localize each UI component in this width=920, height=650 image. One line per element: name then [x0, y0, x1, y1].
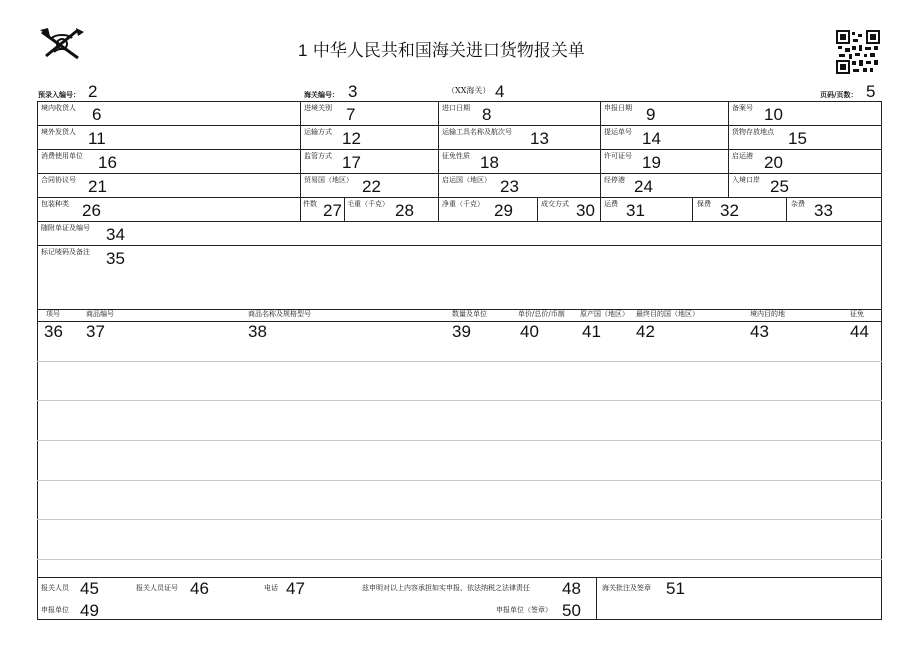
row-divider: [37, 197, 882, 198]
field-label: 运输方式: [304, 128, 332, 136]
field-number: 11: [88, 129, 106, 148]
col-divider: [300, 101, 301, 197]
col-divider: [600, 197, 601, 221]
customs-no-label: 海关编号：: [304, 90, 339, 99]
declarant-cert-label: 报关人员证号: [136, 584, 178, 592]
goods-row-line: [37, 361, 882, 362]
field-label: 启运港: [732, 152, 753, 160]
field-label: 入境口岸: [732, 176, 760, 184]
field-number: 16: [98, 153, 117, 172]
field-label: 保费: [697, 200, 711, 208]
goods-row-line: [37, 400, 882, 401]
approval-label: 海关批注及签章: [602, 584, 651, 592]
goods-col-number: 38: [248, 322, 267, 341]
goods-col-number: 44: [850, 322, 869, 341]
field-label: 消费使用单位: [41, 152, 83, 160]
field-number: 14: [642, 129, 661, 148]
declarant-number: 45: [80, 579, 99, 598]
field-label: 货物存放地点: [732, 128, 774, 136]
goods-col-label: 征免: [850, 310, 864, 318]
field-number: 9: [646, 105, 656, 124]
field-label: 件数: [303, 200, 317, 208]
attached-docs-number: 34: [106, 225, 125, 244]
field-number: 22: [362, 177, 381, 196]
preentry-number: 2: [88, 82, 98, 101]
marks-number: 35: [106, 249, 125, 268]
goods-row-line: [37, 480, 882, 481]
field-number: 21: [88, 177, 107, 196]
field-number: 17: [342, 153, 361, 172]
title-text: 中华人民共和国海关进口货物报关单: [312, 41, 585, 61]
field-label: 备案号: [732, 104, 753, 112]
field-label: 提运单号: [604, 128, 632, 136]
field-number: 15: [788, 129, 807, 148]
field-label: 申报日期: [604, 104, 632, 112]
field-number: 26: [82, 201, 101, 220]
field-label: 成交方式: [541, 200, 569, 208]
row-divider: [37, 149, 882, 150]
col-divider: [692, 197, 693, 221]
goods-col-label: 单价/总价/币制: [518, 310, 565, 318]
goods-col-number: 40: [520, 322, 539, 341]
field-number: 8: [482, 105, 492, 124]
customs-name: （XX海关）: [447, 86, 491, 95]
field-number: 29: [494, 201, 513, 220]
field-number: 10: [764, 105, 783, 124]
goods-col-label: 商品名称及规格型号: [248, 310, 311, 318]
preentry-label: 预录入编号：: [38, 90, 80, 99]
row-divider: [37, 125, 882, 126]
field-label: 毛重（千克）: [347, 200, 389, 208]
declarant-cert-number: 46: [190, 579, 209, 598]
col-divider: [438, 197, 439, 221]
field-number: 7: [346, 105, 356, 124]
goods-col-number: 43: [750, 322, 769, 341]
field-label: 启运国（地区）: [442, 176, 491, 184]
unit-number: 49: [80, 601, 99, 620]
field-label: 境外发货人: [41, 128, 76, 136]
field-label: 贸易国（地区）: [304, 176, 353, 184]
field-label: 净重（千克）: [442, 200, 484, 208]
goods-col-label: 数量及单位: [452, 310, 487, 318]
goods-col-label: 商品编号: [86, 310, 114, 318]
col-divider: [537, 197, 538, 221]
page-title: [298, 36, 585, 61]
statement-text: 兹申明对以上内容承担如实申报、依法纳税之法律责任: [362, 584, 530, 592]
qr-code-icon: [836, 30, 880, 74]
field-label: 杂费: [791, 200, 805, 208]
field-label: 运输工具名称及航次号: [442, 128, 512, 136]
page-count-label: 页码/页数：: [820, 90, 858, 99]
goods-col-label: 项号: [46, 310, 60, 318]
field-label: 运费: [604, 200, 618, 208]
phone-number: 47: [286, 579, 305, 598]
declarant-label: 报关人员: [41, 584, 69, 592]
field-number: 23: [500, 177, 519, 196]
field-number: 25: [770, 177, 789, 196]
col-divider: [596, 577, 597, 620]
goods-row-line: [37, 440, 882, 441]
attached-docs-label: 随附单证及编号: [41, 224, 90, 232]
field-number: 19: [642, 153, 661, 172]
col-divider: [600, 101, 601, 197]
field-number: 27: [323, 201, 342, 220]
unit-label: 申报单位: [41, 606, 69, 614]
field-label: 经停港: [604, 176, 625, 184]
field-label: 包装种类: [41, 200, 69, 208]
field-number: 32: [720, 201, 739, 220]
row-divider: [37, 245, 882, 246]
field-number: 24: [634, 177, 653, 196]
marks-label: 标记唛码及备注: [41, 248, 90, 256]
field-label: 合同协议号: [41, 176, 76, 184]
row-divider: [37, 577, 882, 578]
col-divider: [786, 197, 787, 221]
approval-number: 51: [666, 579, 685, 598]
goods-row-line: [37, 559, 882, 560]
field-label: 进境关别: [304, 104, 332, 112]
col-divider: [344, 197, 345, 221]
goods-col-number: 36: [44, 322, 63, 341]
phone-label: 电话: [264, 584, 278, 592]
field-label: 境内收货人: [41, 104, 76, 112]
goods-col-number: 39: [452, 322, 471, 341]
unit-seal-label: 申报单位（签章）: [496, 606, 552, 614]
field-number: 6: [92, 105, 102, 124]
goods-col-number: 41: [582, 322, 601, 341]
row-divider: [37, 173, 882, 174]
col-divider: [438, 101, 439, 197]
goods-col-number: 42: [636, 322, 655, 341]
title-number: 1: [298, 41, 308, 60]
goods-col-label: 最终目的国（地区）: [636, 310, 699, 318]
field-number: 13: [530, 129, 549, 148]
statement-number: 48: [562, 579, 581, 598]
goods-col-label: 境内目的地: [750, 310, 785, 318]
field-number: 18: [480, 153, 499, 172]
unit-seal-number: 50: [562, 601, 581, 620]
customs-name-number: 4: [495, 82, 505, 101]
field-number: 20: [764, 153, 783, 172]
goods-col-number: 37: [86, 322, 105, 341]
field-label: 许可证号: [604, 152, 632, 160]
field-label: 征免性质: [442, 152, 470, 160]
field-label: 进口日期: [442, 104, 470, 112]
field-number: 30: [576, 201, 595, 220]
field-number: 31: [626, 201, 645, 220]
field-label: 监管方式: [304, 152, 332, 160]
col-divider: [728, 101, 729, 197]
customs-emblem-icon: [38, 26, 86, 62]
goods-col-label: 原产国（地区）: [580, 310, 629, 318]
goods-row-line: [37, 519, 882, 520]
field-number: 33: [814, 201, 833, 220]
row-divider: [37, 221, 882, 222]
customs-no-number: 3: [348, 82, 358, 101]
field-number: 28: [395, 201, 414, 220]
page-count-number: 5: [866, 82, 876, 101]
col-divider: [300, 197, 301, 221]
field-number: 12: [342, 129, 361, 148]
